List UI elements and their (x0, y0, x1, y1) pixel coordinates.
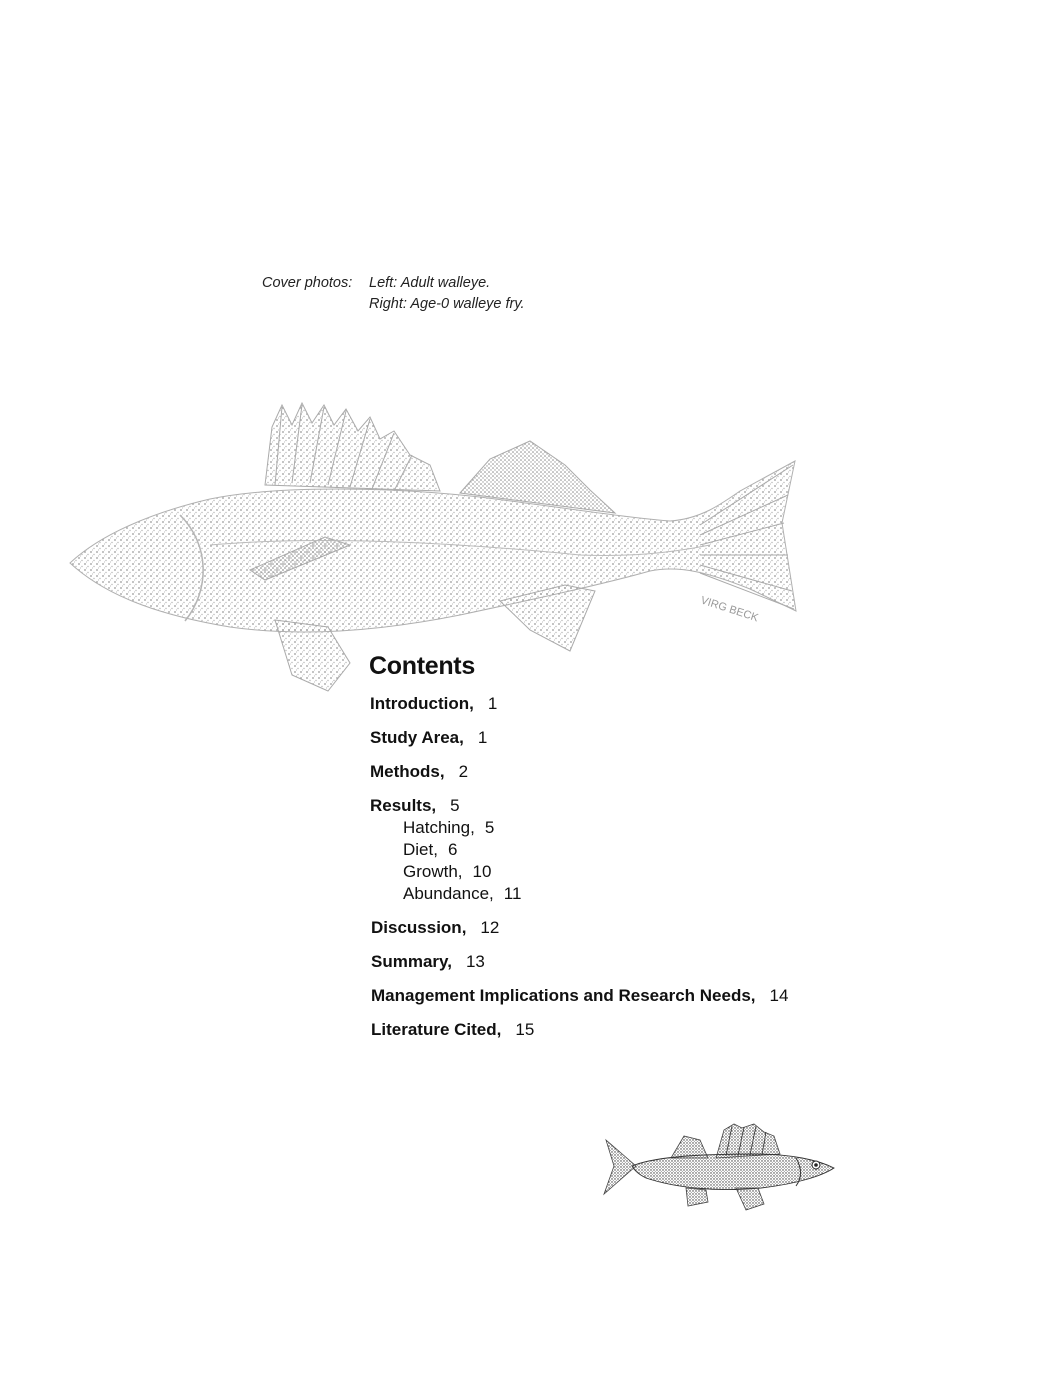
toc-entry-page: 12 (480, 918, 500, 937)
toc-entry-page: 1 (477, 728, 488, 747)
toc-entry-literature-cited[interactable] (371, 1020, 534, 1040)
toc-subentry-title: Growth, (403, 862, 463, 881)
cover-photos-label: Cover photos: (262, 275, 353, 291)
toc-subentry-title: Diet, (403, 840, 438, 859)
toc-entry-title: Discussion, (371, 918, 467, 937)
contents-title: Contents (369, 652, 475, 680)
toc-entry-page: 13 (465, 952, 485, 971)
toc-subentry-page: 5 (484, 818, 495, 837)
toc-entry-summary[interactable] (371, 952, 485, 972)
cover-photo-left: Left: Adult walleye. (369, 275, 491, 291)
toc-subentry-page: 6 (447, 840, 458, 859)
cover-photos-lines (369, 273, 525, 315)
toc-subentry-title: Hatching, (403, 818, 475, 837)
toc-entry-study-area[interactable] (370, 728, 487, 748)
toc-subentry-hatching[interactable] (403, 818, 494, 838)
toc-entry-page: 15 (515, 1020, 535, 1039)
toc-entry-title: Management Implications and Research Needs, (371, 986, 756, 1005)
toc-subentry-page: 11 (503, 884, 522, 903)
toc-subentry-diet[interactable] (403, 840, 457, 860)
toc-entry-results[interactable] (370, 796, 460, 816)
toc-entry-title: Summary, (371, 952, 452, 971)
illustration-signature: VIRG BECK (699, 594, 760, 625)
toc-subentry-page: 10 (472, 862, 492, 881)
cover-photo-right: Right: Age-0 walleye fry. (369, 296, 525, 312)
toc-entry-page: 1 (487, 694, 498, 713)
toc-entry-title: Methods, (370, 762, 445, 781)
toc-entry-page: 5 (450, 796, 460, 815)
toc-subentry-growth[interactable] (403, 862, 491, 882)
toc-subentry-title: Abundance, (403, 884, 494, 903)
toc-subentry-abundance[interactable] (403, 884, 521, 904)
toc-entry-title: Study Area, (370, 728, 464, 747)
toc-entry-page: 14 (769, 986, 789, 1005)
toc-entry-page: 2 (458, 762, 469, 781)
toc-entry-discussion[interactable] (371, 918, 499, 938)
toc-entry-title: Literature Cited, (371, 1020, 502, 1039)
walleye-fry-illustration-icon (596, 1118, 844, 1222)
toc-entry-methods[interactable] (370, 762, 468, 782)
toc-entry-management-implications[interactable] (371, 986, 788, 1006)
toc-entry-title: Results, (370, 796, 437, 815)
toc-entry-title: Introduction, (370, 694, 474, 713)
toc-entry-introduction[interactable] (370, 694, 497, 714)
